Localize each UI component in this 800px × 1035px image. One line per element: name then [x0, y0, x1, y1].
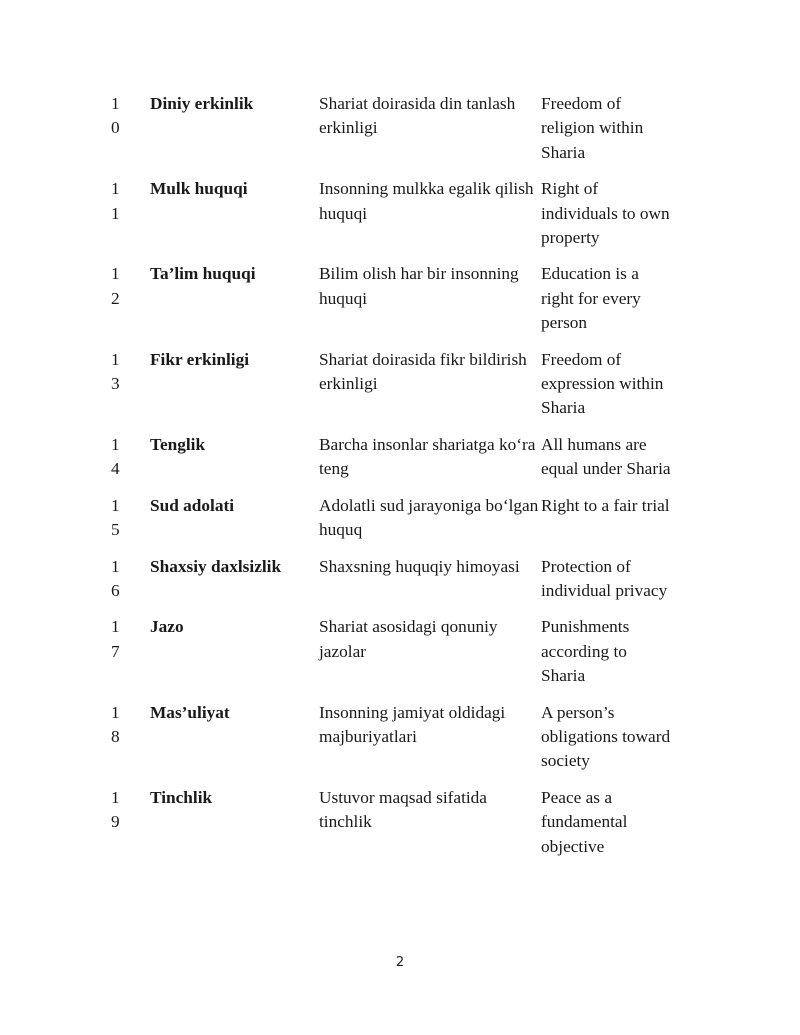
row-number: 14 [111, 434, 120, 479]
table-row [111, 348, 671, 433]
row-number: 18 [111, 702, 120, 746]
term-uzbek: Mas’uliyat [150, 702, 230, 722]
description-english: Freedom of expression within Sharia [541, 349, 664, 418]
term-uzbek: Mulk huquqi [150, 179, 248, 199]
term-uzbek: Tenglik [150, 434, 206, 454]
description-english: Protection of individual privacy [541, 556, 668, 600]
row-number: 17 [111, 617, 120, 661]
description-uzbek: Ustuvor maqsad sifatida tinchlik [319, 787, 487, 832]
table-row [111, 701, 671, 786]
description-english: Right of individuals to own property [541, 179, 670, 248]
rights-table [111, 92, 671, 871]
description-english: Freedom of religion within Sharia [541, 94, 644, 162]
row-number: 10 [111, 94, 120, 138]
term-uzbek: Jazo [150, 617, 184, 637]
description-uzbek: Shaxsning huquqiy himoyasi [319, 556, 520, 576]
table-row [111, 92, 671, 177]
table-row [111, 433, 671, 494]
description-uzbek: Adolatli sud jarayoniga bo‘lgan huquq [319, 495, 539, 540]
term-uzbek: Ta’lim huquqi [150, 264, 256, 284]
term-uzbek: Diniy erkinlik [150, 94, 254, 113]
table-row [111, 262, 671, 347]
row-number: 19 [111, 787, 120, 832]
description-uzbek: Shariat asosidagi qonuniy jazolar [319, 617, 498, 661]
row-number: 13 [111, 349, 120, 394]
description-english: Right to a fair trial [541, 495, 670, 515]
term-uzbek: Sud adolati [150, 495, 235, 515]
table-row [111, 555, 671, 616]
description-uzbek: Shariat doirasida fikr bildirish erkinligi [319, 349, 527, 394]
description-english: A person’s obligations toward society [541, 702, 671, 771]
description-english: Education is a right for every person [541, 264, 641, 333]
description-english: Peace as a fundamental objective [541, 787, 628, 856]
row-number: 12 [111, 264, 120, 308]
description-uzbek: Insonning mulkka egalik qilish huquqi [319, 179, 534, 223]
term-uzbek: Tinchlik [150, 787, 213, 807]
row-number: 11 [111, 179, 120, 223]
table-row [111, 177, 671, 262]
description-uzbek: Insonning jamiyat oldidagi majburiyatlari [319, 702, 506, 746]
table-row [111, 494, 671, 555]
description-uzbek: Barcha insonlar shariatga ko‘ra teng [319, 434, 536, 479]
table-row [111, 615, 671, 700]
description-english: Punishments according to Sharia [541, 617, 630, 686]
term-uzbek: Shaxsiy daxlsizlik [150, 556, 282, 576]
description-uzbek: Bilim olish har bir insonning huquqi [319, 264, 519, 308]
row-number: 15 [111, 495, 120, 540]
table-row [111, 786, 671, 871]
row-number: 16 [111, 556, 120, 600]
description-uzbek: Shariat doirasida din tanlash erkinligi [319, 94, 516, 138]
page-number: 2 [395, 955, 405, 970]
term-uzbek: Fikr erkinligi [150, 349, 250, 369]
description-english: All humans are equal under Sharia [541, 434, 671, 479]
